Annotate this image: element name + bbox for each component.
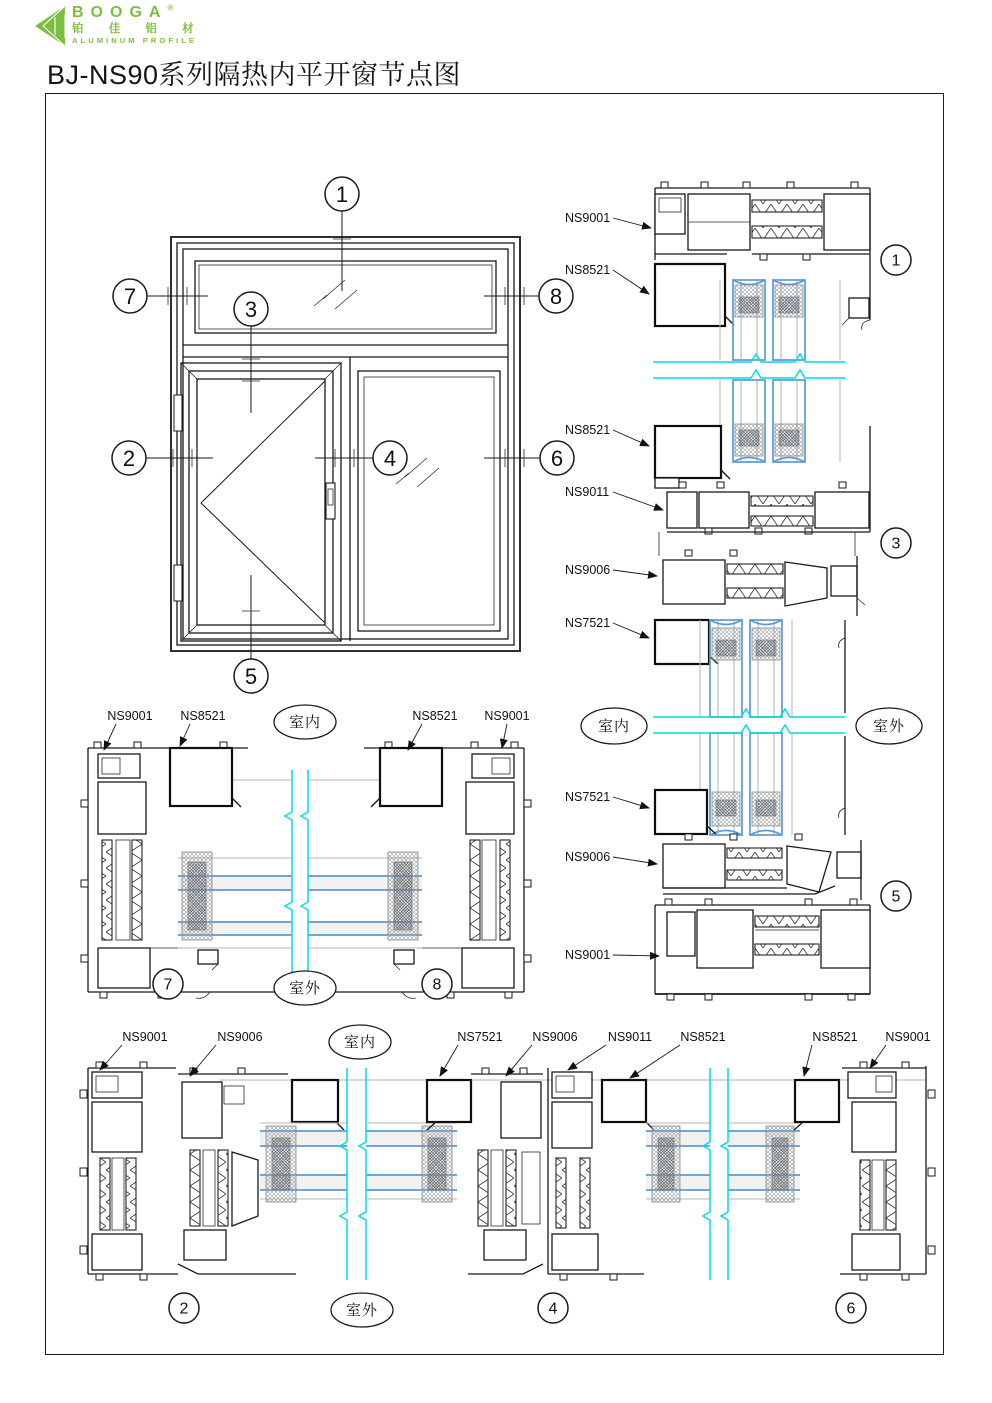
svg-text:室内: 室内	[343, 1034, 377, 1051]
svg-text:室外: 室外	[345, 1302, 379, 1319]
callout-3	[234, 292, 268, 413]
detail-6-bead	[794, 1080, 839, 1130]
part-label: NS9006	[217, 1030, 263, 1044]
brand-name: BOOGA®	[72, 3, 174, 21]
part-label: NS9001	[484, 709, 530, 723]
part-label: NS8521	[565, 263, 611, 277]
callout-5	[234, 575, 268, 693]
horizontal-section-bottom	[70, 1018, 948, 1348]
outdoor-label	[331, 1293, 393, 1327]
svg-text:4: 4	[548, 1300, 558, 1318]
callout-4	[315, 441, 407, 475]
detail-circle-1	[881, 245, 911, 275]
opening-direction-lines	[201, 381, 325, 623]
part-labels-vertical	[565, 211, 663, 962]
part-label: NS9006	[565, 850, 611, 864]
part-label: NS8521	[180, 709, 226, 723]
indoor-label	[581, 708, 647, 744]
vertical-section	[555, 168, 947, 1018]
svg-text:1: 1	[335, 182, 349, 207]
break-lines-1	[653, 354, 845, 378]
svg-text:3: 3	[244, 297, 258, 322]
detail-circle-2	[169, 1293, 199, 1323]
part-label: NS9001	[122, 1030, 168, 1044]
detail-circle-5	[881, 881, 911, 911]
outdoor-label	[856, 708, 922, 744]
detail-4-bead-left	[427, 1080, 471, 1130]
detail-6-frame	[840, 1062, 935, 1280]
break-lines-b	[703, 1068, 728, 1280]
svg-text:室外: 室外	[288, 980, 322, 997]
detail-circle-8	[422, 969, 452, 999]
horizontal-section-top	[70, 700, 540, 1012]
part-label: NS9001	[885, 1030, 931, 1044]
indoor-label	[274, 705, 336, 739]
detail-circle-4	[538, 1293, 568, 1323]
callout-1	[325, 177, 359, 291]
casement-sash	[181, 363, 341, 641]
svg-text:室外: 室外	[872, 718, 906, 735]
svg-text:3: 3	[891, 535, 901, 553]
svg-text:5: 5	[244, 664, 258, 689]
brand-logo	[33, 4, 205, 48]
top-fixed-pane	[183, 261, 508, 357]
page-title: BJ-NS90系列隔热内平开窗节点图	[47, 60, 462, 90]
part-label: NS8521	[565, 423, 611, 437]
callout-2	[112, 441, 213, 475]
glass-mid	[178, 852, 422, 948]
part-label: NS9001	[107, 709, 153, 723]
hinge-top	[174, 395, 182, 431]
window-elevation	[80, 165, 600, 725]
svg-text:4: 4	[383, 446, 397, 471]
part-label: NS9006	[532, 1030, 578, 1044]
fixed-pane	[358, 371, 500, 631]
svg-text:7: 7	[163, 976, 173, 994]
part-label: NS7521	[565, 790, 611, 804]
glass-a	[260, 1123, 457, 1202]
brand-name-en: ALUMINUM PROFILE	[72, 35, 198, 45]
glass-unit-1	[720, 280, 840, 462]
svg-text:室内: 室内	[597, 718, 631, 735]
part-label: NS7521	[565, 616, 611, 630]
callout-7	[113, 279, 208, 313]
svg-text:2: 2	[179, 1300, 189, 1318]
detail-4-sash	[468, 1068, 543, 1274]
detail-circle-6	[836, 1293, 866, 1323]
svg-text:5: 5	[891, 888, 901, 906]
svg-text:2: 2	[122, 446, 136, 471]
glass-unit-2	[700, 620, 845, 835]
break-lines-2	[653, 709, 845, 733]
part-label: NS8521	[412, 709, 458, 723]
svg-text:室内: 室内	[288, 714, 322, 731]
part-label: NS8521	[812, 1030, 858, 1044]
part-label: NS9011	[607, 1030, 653, 1044]
indoor-label	[329, 1025, 391, 1059]
hinge-bottom	[174, 565, 182, 601]
part-label: NS8521	[680, 1030, 726, 1044]
window-handle	[326, 483, 335, 519]
glass-b	[646, 1123, 800, 1202]
svg-text:8: 8	[432, 976, 442, 994]
detail-circle-3	[881, 528, 911, 558]
part-label: NS9011	[565, 485, 610, 499]
logo-arrow-icon	[33, 4, 67, 48]
part-label: NS9001	[565, 211, 611, 225]
outdoor-label	[274, 971, 336, 1005]
break-lines-a	[340, 1068, 366, 1280]
part-label: NS9006	[565, 563, 611, 577]
svg-text:1: 1	[891, 252, 901, 270]
window-frame	[171, 237, 520, 651]
part-label: NS7521	[457, 1030, 503, 1044]
svg-text:6: 6	[846, 1300, 856, 1318]
part-label: NS9001	[565, 948, 611, 962]
part-labels-bottom	[100, 1030, 931, 1078]
svg-text:6: 6	[550, 446, 564, 471]
brand-name-cn: 铂 佳 铝 材	[72, 22, 205, 35]
detail-circle-7	[153, 969, 183, 999]
svg-text:8: 8	[549, 284, 563, 309]
svg-text:7: 7	[123, 284, 137, 309]
detail-2-frame	[80, 1062, 178, 1280]
